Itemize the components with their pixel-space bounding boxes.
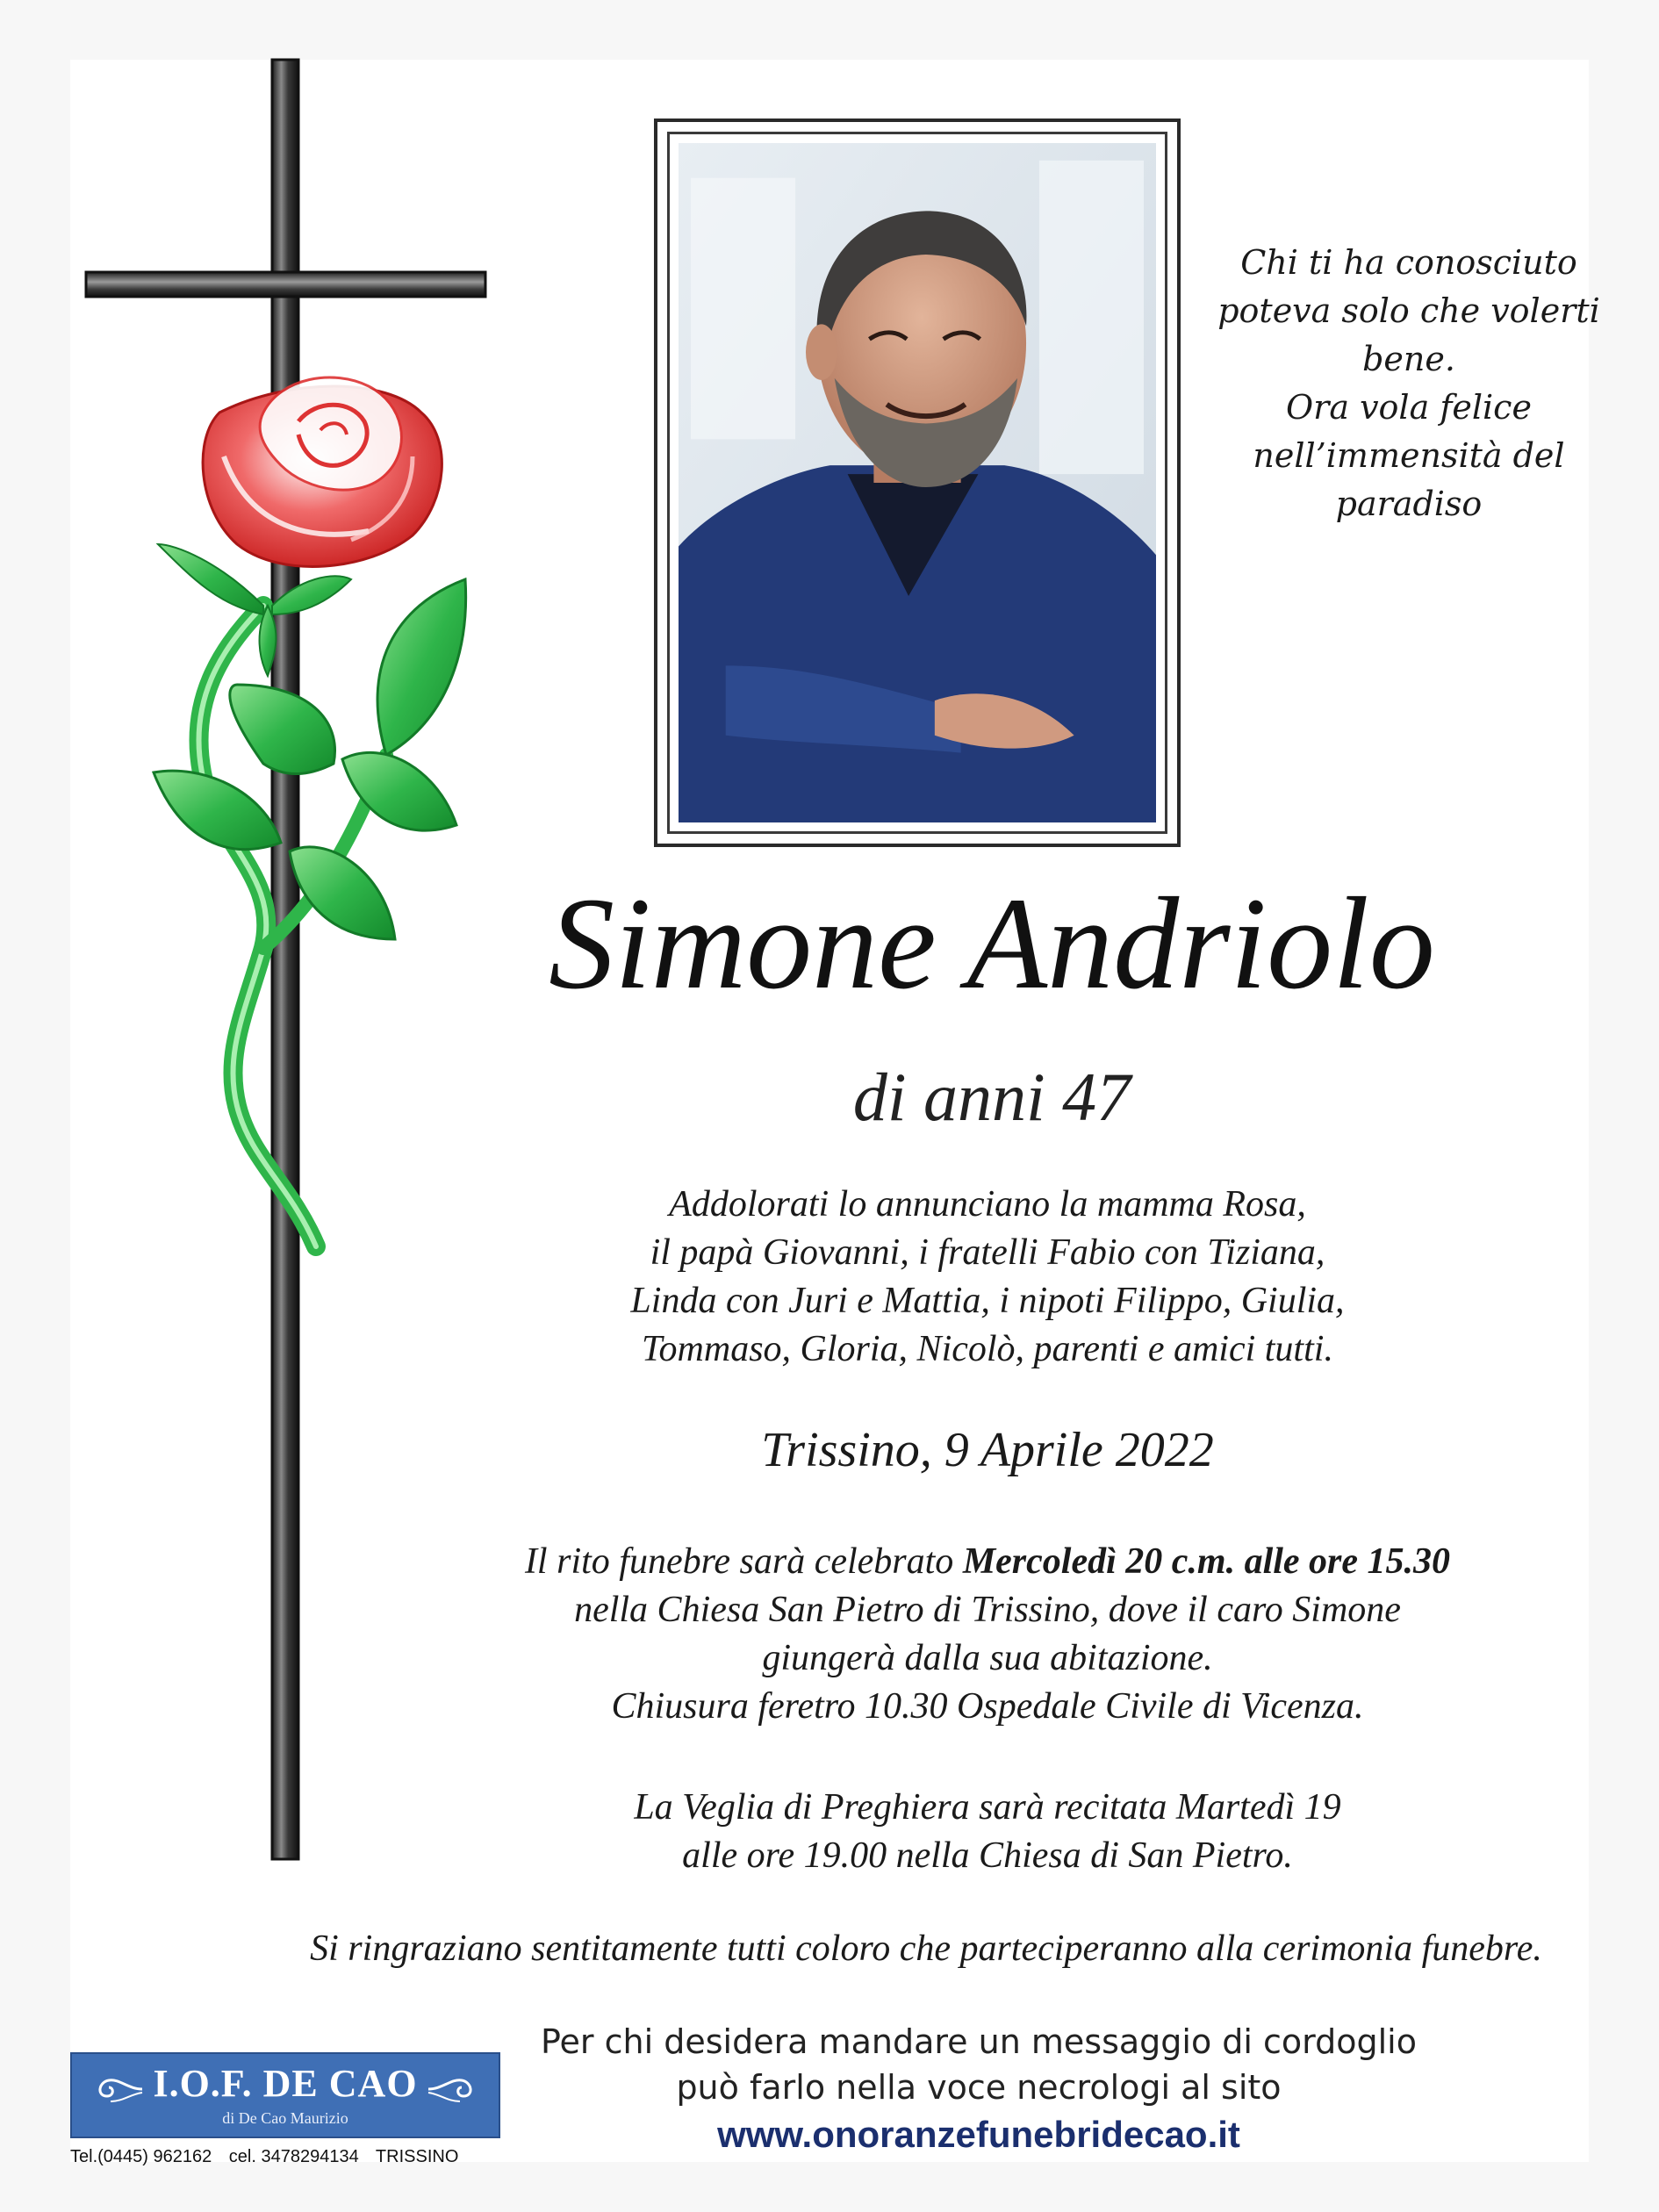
agency-phone: Tel.(0445) 962162	[70, 2147, 212, 2166]
prayer-vigil-info	[492, 1784, 1483, 1880]
agency-mobile: cel. 3478294134	[228, 2147, 359, 2166]
agency-town: TRISSINO	[375, 2147, 459, 2166]
contact-line-2: può farlo nella voce necrologi al sito	[676, 2068, 1282, 2107]
agency-subtitle: di De Cao Maurizio	[222, 2109, 348, 2127]
thanks-note: Si ringraziano sentitamente tutti coloro che parteciperanno alla cerimonia funebre.	[310, 1928, 1542, 1969]
vigil-line-2: alle ore 19.00 nella Chiesa di San Pietro.	[682, 1835, 1293, 1876]
deceased-name: Simone Andriolo	[549, 871, 1435, 1016]
portrait-frame	[654, 118, 1181, 847]
contact-line-1: Per chi desidera mandare un messaggio di cordoglio	[540, 2022, 1417, 2061]
portrait-image	[679, 143, 1156, 822]
rite-line-2: nella Chiesa San Pietro di Trissino, dove il caro Simone	[574, 1590, 1401, 1630]
website-link[interactable]: www.onoranzefunebridecao.it	[717, 2114, 1240, 2155]
rose-icon	[154, 377, 466, 1246]
vigil-line-1: La Veglia di Preghiera sarà recitata Martedì 19	[634, 1787, 1341, 1828]
announcement-line: Addolorati lo annunciano la mamma Rosa,	[669, 1184, 1306, 1224]
poem-line: poteva solo che volerti	[1217, 291, 1600, 330]
announcement	[492, 1181, 1483, 1374]
poem	[1203, 239, 1615, 528]
poem-line: Ora vola felice	[1286, 388, 1532, 427]
poem-line: paradiso	[1335, 485, 1483, 523]
agency-name: I.O.F. DE CAO	[153, 2062, 418, 2105]
announcement-line: Linda con Juri e Mattia, i nipoti Filippo, Giulia,	[630, 1281, 1345, 1321]
rite-line-1-prefix: Il rito funebre sarà celebrato	[524, 1541, 963, 1582]
poem-line: Chi ti ha conosciuto	[1240, 243, 1577, 282]
rite-line-3: giungerà dalla sua abitazione.	[762, 1638, 1213, 1678]
rite-datetime: Mercoledì 20 c.m. alle ore 15.30	[962, 1541, 1451, 1582]
place-date: Trissino, 9 Aprile 2022	[761, 1423, 1214, 1477]
funeral-rite-info	[492, 1538, 1483, 1731]
announcement-line: Tommaso, Gloria, Nicolò, parenti e amici tutti.	[642, 1329, 1333, 1369]
rite-line-1	[492, 1538, 1483, 1586]
cross-icon	[86, 60, 485, 1859]
agency-contacts	[70, 2145, 509, 2168]
rite-line-4: Chiusura feretro 10.30 Ospedale Civile di Vicenza.	[611, 1686, 1364, 1727]
portrait-photo	[667, 132, 1167, 834]
poem-line: bene.	[1362, 340, 1455, 378]
swirl-icon	[425, 2073, 486, 2105]
deceased-age: di anni 47	[852, 1059, 1131, 1135]
agency-logo	[70, 2052, 500, 2138]
condolence-contact	[527, 2019, 1431, 2159]
announcement-line: il papà Giovanni, i fratelli Fabio con Tiziana,	[650, 1232, 1325, 1273]
poem-line: nell’immensità del	[1253, 436, 1565, 475]
